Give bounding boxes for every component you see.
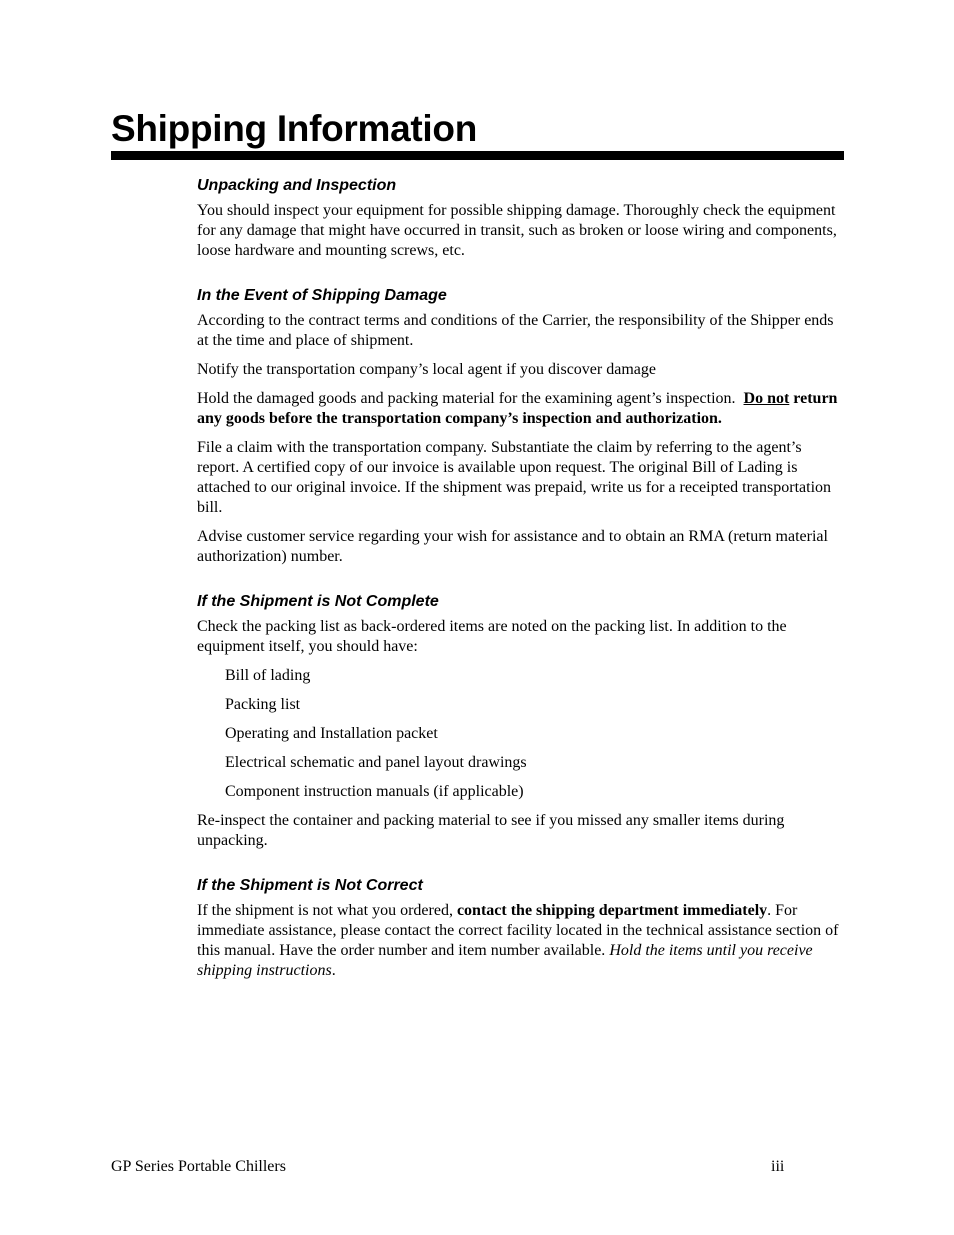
list-item: Component instruction manuals (if applicable) <box>225 783 524 800</box>
paragraph-packing-list: Check the packing list as back-ordered items are noted on the packing list. In addition to the equipment itself, you should have: <box>197 618 787 655</box>
paragraph-hold-goods <box>197 389 843 429</box>
paragraph-unpacking: You should inspect your equipment for possible shipping damage. Thoroughly check the equipment for any damage that might have occurred in transit, such as broken or loose wiring and components, loose hardware and mounting screws, etc. <box>197 202 837 259</box>
list-item: Packing list <box>225 696 301 713</box>
main-content <box>197 176 843 981</box>
paragraph-not-correct <box>197 901 843 981</box>
hold-goods-text: Hold the damaged goods and packing material for the examining agent’s inspection. <box>197 390 736 407</box>
paragraph-notify-agent: Notify the transportation company’s local agent if you discover damage <box>197 361 656 378</box>
title-rule <box>111 151 844 160</box>
paragraph-reinspect: Re-inspect the container and packing material to see if you missed any smaller items during unpacking. <box>197 812 785 849</box>
section-heading-unpacking: Unpacking and Inspection <box>197 177 397 194</box>
footer-page-number: iii <box>771 1158 785 1175</box>
do-not-emphasis: Do not <box>743 390 790 407</box>
hold-items-emphasis: Hold the items until you receive shipping instructions <box>197 942 813 979</box>
section-heading-not-correct: If the Shipment is Not Correct <box>197 877 423 894</box>
paragraph-carrier-responsibility: According to the contract terms and conditions of the Carrier, the responsibility of the Shipper ends at the time and place of shipment. <box>197 312 834 349</box>
section-heading-not-complete: If the Shipment is Not Complete <box>197 593 439 610</box>
list-item: Bill of lading <box>225 667 311 684</box>
paragraph-rma: Advise customer service regarding your wish for assistance and to obtain an RMA (return material authorization) number. <box>197 528 828 565</box>
not-correct-end: . <box>331 962 336 979</box>
not-correct-start: If the shipment is not what you ordered, <box>197 902 453 919</box>
list-item: Electrical schematic and panel layout drawings <box>225 754 527 771</box>
not-correct-middle: . For immediate assistance, please contact the correct facility located in the technical assistance section of this manual. Have the order number and item number available. <box>197 902 839 959</box>
contact-shipping-emphasis: contact the shipping department immediately <box>456 902 768 919</box>
return-goods-warning: return any goods before the transportation company’s inspection and authorization. <box>197 390 838 427</box>
section-heading-shipping-damage: In the Event of Shipping Damage <box>197 287 447 304</box>
page-title: Shipping Information <box>111 108 478 149</box>
footer-manual-title: GP Series Portable Chillers <box>111 1158 286 1175</box>
list-item: Operating and Installation packet <box>225 725 438 742</box>
paragraph-file-claim: File a claim with the transportation company. Substantiate the claim by referring to the agent’s report. A certified copy of our invoice is available upon request. The original Bill of Lading is attached to our original invoice. If the shipment was prepaid, write us for a receipted transportation bill. <box>197 439 832 516</box>
